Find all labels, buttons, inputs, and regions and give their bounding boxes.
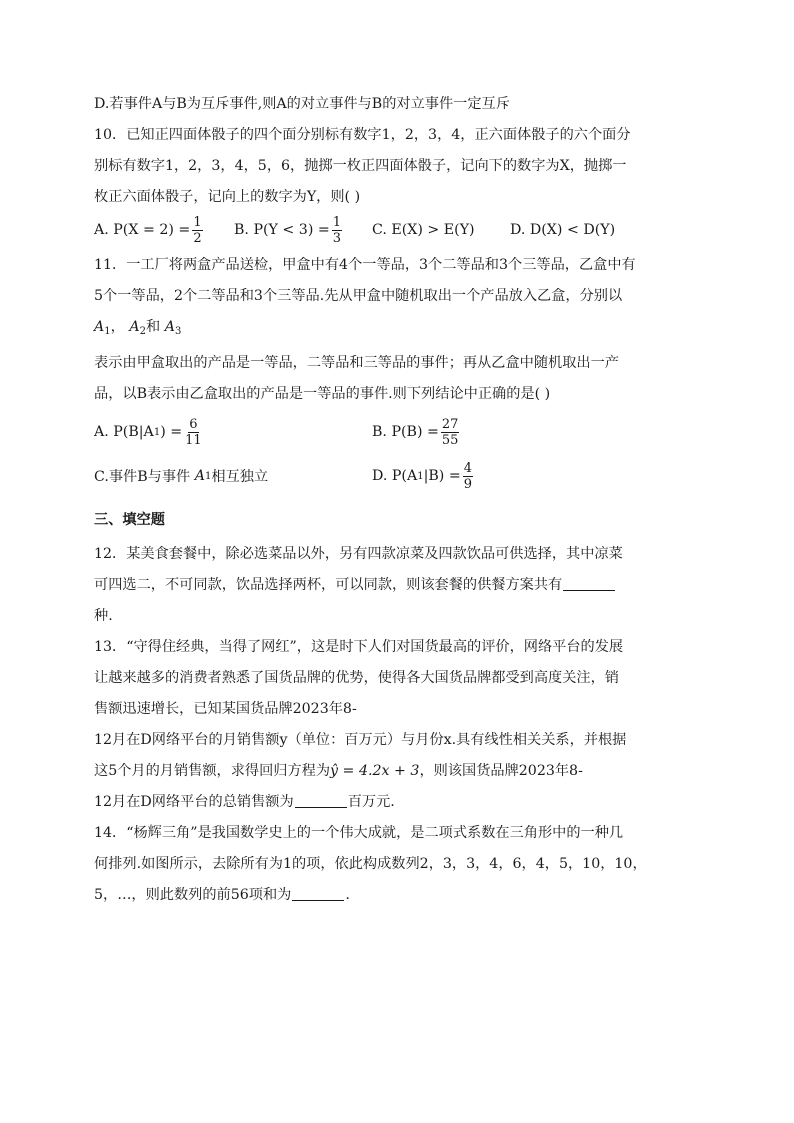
q12-stem-line-3: 种. [94, 608, 113, 625]
q11-stem-line-4: 表示由甲盒取出的产品是一等品，二等品和三等品的事件；再从乙盒中随机取出一产 [94, 355, 619, 371]
q10-option-b: B. P(Y < 3) = $\frac{1}{3}$ [234, 214, 342, 246]
q14-stem-line-1: 14．“杨辉三角”是我国数学史上的一个伟大成就，是二项式系数在三角形中的一种几 [94, 825, 624, 842]
answer-blank [295, 793, 347, 808]
q11-options-row-2 [94, 458, 704, 494]
q11-stem-line-2: 5个一等品，2个二等品和3个三等品.先从甲盒中随机取出一个产品放入乙盒，分别以 [94, 288, 623, 304]
fraction: $\frac{1}{2}$ [193, 214, 202, 246]
fraction: $\frac{1}{3}$ [332, 214, 342, 246]
q11-option-d: D. P(A 1 |B) = $\frac{4}{9}$ [372, 460, 473, 492]
exam-page [94, 94, 704, 905]
q14-stem-line-2: 何排列.如图所示，去除所有为1的项，依此构成数列2，3，3，4，6，4，5，10，10， [94, 856, 647, 873]
q10-option-a: A. P(X = 2) = $\frac{1}{2}$ [94, 214, 202, 246]
q10-options [94, 213, 704, 247]
q14-stem-line-3: 5，…，则此数列的前56项和为 . [94, 887, 350, 904]
q11-option-b: B. P(B) = $\frac{27}{55}$ [372, 416, 459, 448]
q10-stem-line-2: 别标有数字1，2，3，4，5，6，抛掷一枚正四面体骰子，记向下的数字为X，抛掷一 [94, 158, 627, 174]
q13-stem-line-4: 12月在D网络平台的月销售额y（单位：百万元）与月份x.具有线性相关关系，并根据 [94, 732, 627, 749]
q11-option-a: A. P(B|A 1 ) = $\frac{6}{11}$ [94, 416, 202, 448]
q11-stem-line-1: 11．一工厂将两盒产品送检，甲盒中有4个一等品，3个二等品和3个三等品，乙盒中有 [94, 257, 636, 273]
q10-option-c: C. E(X) > E(Y) [372, 222, 475, 238]
fraction: $\frac{27}{55}$ [441, 416, 459, 448]
regression-equation: ŷ = 4.2x + 3 [330, 763, 420, 780]
q12-stem-line-1: 12．某美食套餐中，除必选菜品以外，另有四款凉菜及四款饮品可供选择，其中凉菜 [94, 546, 623, 563]
answer-blank [292, 886, 344, 901]
answer-blank [563, 576, 615, 591]
q9-option-d: D.若事件A与B为互斥事件,则A的对立事件与B的对立事件一定互斥 [94, 96, 510, 112]
q13-stem-line-2: 让越来越多的消费者熟悉了国货品牌的优势，使得各大国货品牌都受到高度关注，销 [94, 670, 619, 687]
q13-stem-line-5: 这5个月的月销售额，求得回归方程为ŷ = 4.2x + 3，则该国货品牌2023年8- [94, 763, 583, 780]
q11-stem-line-5: 品，以B表示由乙盒取出的产品是一等品的事件.则下列结论中正确的是( ) [94, 386, 551, 402]
q10-option-d: D. D(X) < D(Y) [510, 222, 616, 238]
section-heading-fill-in: 三、填空题 [94, 512, 165, 528]
q13-stem-line-6: 12月在D网络平台的总销售额为 百万元. [94, 794, 395, 811]
q11-option-c: C.事件B与事件 A 1 相互独立 [94, 468, 269, 485]
q12-stem-line-2: 可四选二，不可同款，饮品选择两杯，可以同款，则该套餐的供餐方案共有 [94, 575, 704, 595]
q11-events-line: $A_1$， $A_2$和 $A_3$ [94, 319, 182, 337]
fraction: $\frac{4}{9}$ [463, 460, 473, 492]
fraction: $\frac{6}{11}$ [185, 416, 202, 448]
q13-stem-line-1: 13．“守得住经典，当得了网红”，这是时下人们对国货最高的评价，网络平台的发展 [94, 639, 624, 656]
q11-options-row-1 [94, 414, 704, 450]
q13-stem-line-3: 售额迅速增长，已知某国货品牌2023年8- [94, 701, 357, 718]
q10-stem-line-3: 枚正六面体骰子，记向上的数字为Y，则( ) [94, 189, 361, 205]
q10-stem-line-1: 10．已知正四面体骰子的四个面分别标有数字1，2，3，4，正六面体骰子的六个面分 [94, 127, 631, 143]
